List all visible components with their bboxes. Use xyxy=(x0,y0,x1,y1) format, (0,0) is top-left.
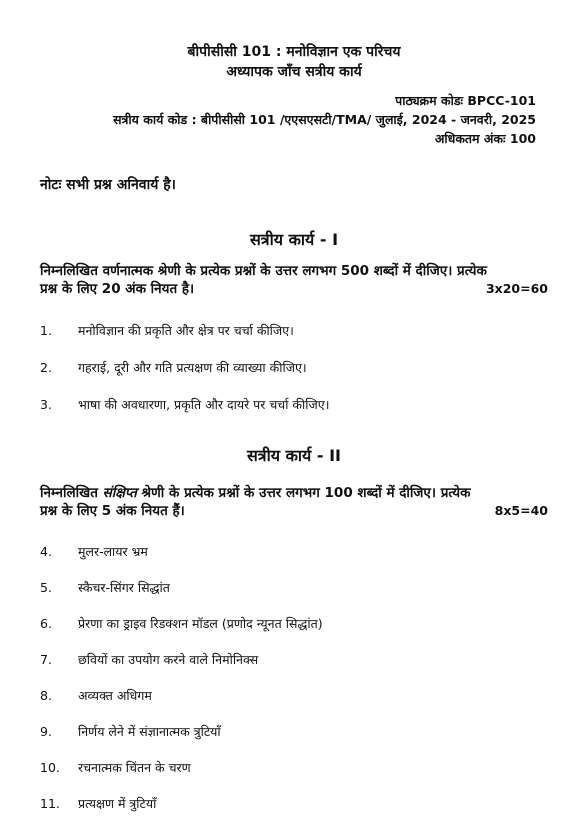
instruction-line: निम्नलिखित वर्णनात्मक श्रेणी के प्रत्येक प्रश्नों के उत्तर लगभग 500 शब्दों में दीजिए। प्रत्येक xyxy=(40,263,487,279)
question-item xyxy=(40,615,323,632)
max-marks: अधिकतम अंकः 100 xyxy=(434,131,536,146)
question-number: 7. xyxy=(40,652,52,667)
course-title: बीपीसीसी 101 : मनोविज्ञान एक परिचय xyxy=(187,44,401,60)
question-item xyxy=(40,543,148,560)
question-item xyxy=(40,359,307,376)
question-text: प्रत्यक्षण में त्रुटियाँ xyxy=(78,796,157,811)
question-text: प्रेरणा का ड्राइव रिडक्शन मॉडल (प्रणोद न्यूनत सिद्धांत) xyxy=(78,616,323,631)
instruction-line: प्रश्न के लिए 5 अंक नियत हैं। xyxy=(40,503,185,519)
section-2-instruction xyxy=(40,484,548,520)
section-title-1: सत्रीय कार्य - I xyxy=(249,230,339,249)
question-item xyxy=(40,396,329,413)
question-text: भाषा की अवधारणा, प्रकृति और दायरे पर चर्चा कीजिए। xyxy=(78,397,330,412)
section-2-marks: 8x5=40 xyxy=(494,503,548,518)
question-number: 8. xyxy=(40,688,52,703)
question-number: 4. xyxy=(40,544,52,559)
section-1-instruction xyxy=(40,262,548,298)
instruction-line: निम्नलिखित संक्षिप्त श्रेणी के प्रत्येक प्रश्नों के उत्तर लगभग 100 शब्दों में दीजिए। प्रत्येक xyxy=(40,485,471,501)
question-number: 2. xyxy=(40,360,52,375)
question-text: अव्यक्त अधिगम xyxy=(78,688,152,703)
question-text: मनोविज्ञान की प्रकृति और क्षेत्र पर चर्चा कीजिए। xyxy=(78,323,294,338)
question-text: स्कैचर-सिंगर सिद्धांत xyxy=(78,580,170,595)
emphasis-text: संक्षिप्त xyxy=(102,485,137,501)
question-item xyxy=(40,723,221,740)
question-number: 9. xyxy=(40,724,52,739)
question-number: 11. xyxy=(40,796,60,811)
question-text: रचनात्मक चिंतन के चरण xyxy=(78,760,191,775)
question-item xyxy=(40,759,191,776)
question-text: गहराई, दूरी और गति प्रत्यक्षण की व्याख्या कीजिए। xyxy=(78,360,307,375)
question-item xyxy=(40,795,156,812)
course-code: पाठ्यक्रम कोडः BPCC-101 xyxy=(395,93,536,108)
document-subtitle: अध्यापक जाँच सत्रीय कार्य xyxy=(226,64,362,80)
assignment-code: सत्रीय कार्य कोड : बीपीसीसी 101 /एएसएसटी/TMA/ जुलाई, 2024 - जनवरी, 2025 xyxy=(113,112,536,127)
question-item xyxy=(40,687,152,704)
question-number: 3. xyxy=(40,397,52,412)
question-number: 5. xyxy=(40,580,52,595)
question-text: निर्णय लेने में संज्ञानात्मक त्रुटियाँ xyxy=(78,724,221,739)
instruction-line: प्रश्न के लिए 20 अंक नियत है। xyxy=(40,281,195,297)
question-number: 6. xyxy=(40,616,52,631)
question-item xyxy=(40,651,258,668)
question-text: छवियों का उपयोग करने वाले निमोनिक्स xyxy=(78,652,259,667)
note-text: नोटः सभी प्रश्न अनिवार्य है। xyxy=(40,177,176,193)
question-item xyxy=(40,579,170,596)
question-item xyxy=(40,322,294,339)
question-number: 10. xyxy=(40,760,60,775)
question-number: 1. xyxy=(40,323,52,338)
section-title-2: सत्रीय कार्य - II xyxy=(246,446,342,465)
section-1-marks: 3x20=60 xyxy=(485,281,548,296)
question-text: मुलर-लायर भ्रम xyxy=(78,544,148,559)
